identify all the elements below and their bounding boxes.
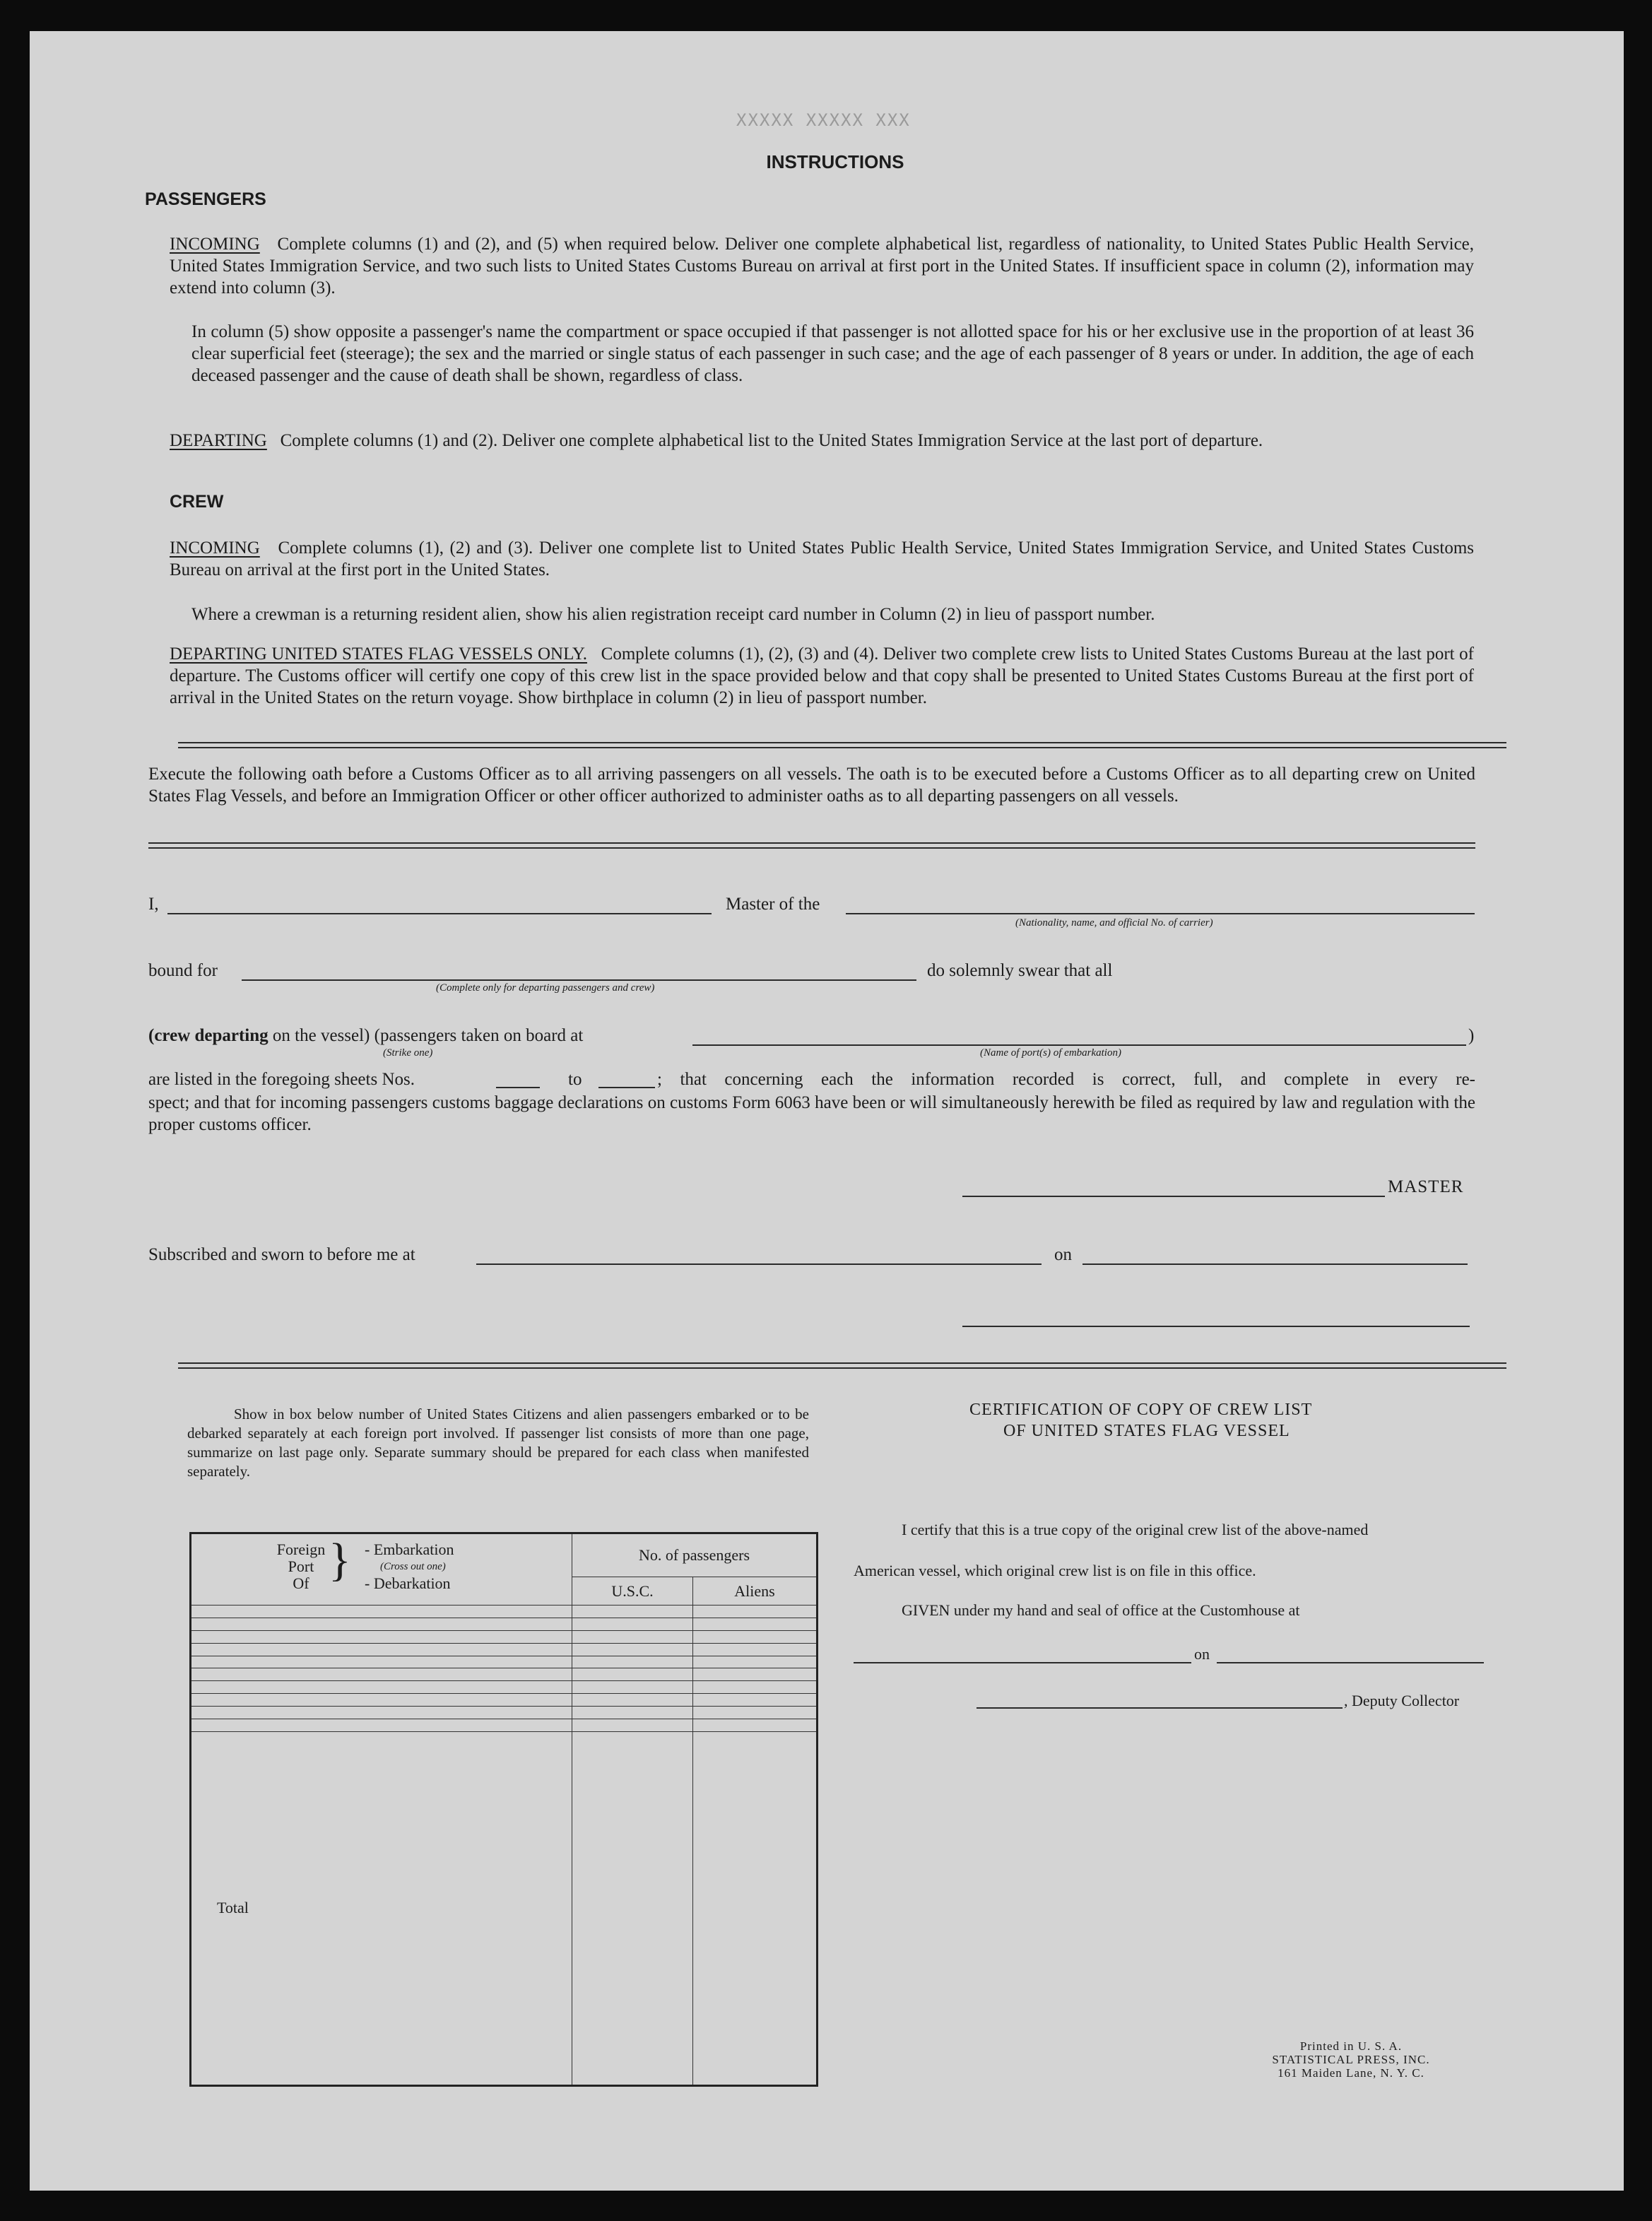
sheets-from-field[interactable] [496, 1087, 540, 1088]
table-row [191, 1618, 818, 1630]
divider [148, 842, 1475, 849]
listed-text: ; that concerning each the information recorded is correct, full, and complete in every re- [657, 1070, 1475, 1089]
crew-incoming-text: Complete columns (1), (2) and (3). Deliver one complete list to United States Public Health Service, United States Immigration Service, and United States Customs Bureau on arrival at the first port in the United States. [170, 538, 1475, 579]
page-title: INSTRUCTIONS [766, 151, 904, 172]
crew-departing-option[interactable]: (crew departing [148, 1026, 269, 1045]
no-passengers-header: No. of passengers [572, 1533, 818, 1577]
aliens-cell[interactable] [693, 1656, 818, 1668]
crew-heading: CREW [170, 492, 224, 512]
port-cell[interactable] [191, 1707, 572, 1719]
on-vessel-text: on the vessel) [272, 1026, 370, 1045]
of-label: Of [293, 1574, 309, 1592]
officer-signature-field[interactable] [962, 1326, 1470, 1327]
usc-cell[interactable] [572, 1656, 693, 1668]
cross-out-caption: (Cross out one) [380, 1561, 446, 1572]
port-cell[interactable] [191, 1606, 572, 1618]
certify-line2: American vessel, which original crew list is on file in this office. [854, 1562, 1256, 1579]
usc-header: U.S.C. [572, 1577, 693, 1606]
subscribed-on-label: on [1054, 1245, 1072, 1264]
aliens-total-cell[interactable] [693, 1731, 818, 2085]
aliens-cell[interactable] [693, 1668, 818, 1681]
bound-for-field[interactable] [242, 979, 916, 981]
passenger-summary-table [189, 1532, 818, 2087]
bound-for-caption: (Complete only for departing passengers and crew) [436, 982, 655, 994]
aliens-header: Aliens [693, 1577, 818, 1606]
usc-cell[interactable] [572, 1606, 693, 1618]
carrier-caption: (Nationality, name, and official No. of carrier) [1015, 917, 1213, 929]
aliens-cell[interactable] [693, 1719, 818, 1732]
crew-incoming-label: INCOMING [170, 538, 260, 558]
summary-instructions: Show in box below number of United States Citizens and alien passengers embarked or to be debarked separately at each foreign port involved. If passenger list consists of more than one page, summarize on last page only. Separate summary should be prepared for each class when manifested separately. [187, 1406, 809, 1480]
printer-line2: STATISTICAL PRESS, INC. [1272, 2053, 1430, 2066]
aliens-cell[interactable] [693, 1630, 818, 1643]
passengers-column5-paragraph: In column (5) show opposite a passenger's name the compartment or space occupied if that passenger is not allotted space for his or her exclusive use in the proportion of at least 36 clear superficial feet (steerage); the sex and the married or single status of each passenger in such case; and the age of each passenger of 8 years or under. In addition, the age of each deceased passenger and the cause of death shall be shown, regardless of class. [191, 322, 1474, 385]
usc-cell[interactable] [572, 1694, 693, 1707]
port-cell[interactable] [191, 1668, 572, 1681]
subscribed-date-field[interactable] [1082, 1263, 1468, 1265]
form-page [30, 31, 1624, 2191]
table-row [191, 1668, 818, 1681]
certification-title [969, 1399, 1436, 1442]
strike-one-caption: (Strike one) [383, 1047, 433, 1059]
aliens-cell[interactable] [693, 1681, 818, 1694]
passengers-incoming-text: Complete columns (1) and (2), and (5) when required below. Deliver one complete alphabetical list, regardless of nationality, to United States Public Health Service, United States Immigration Service, and two such lists to United States Customs Bureau on arrival at first port in the United States. If insufficient space in column (2), information may extend into column (3). [170, 235, 1475, 297]
aliens-cell[interactable] [693, 1643, 818, 1656]
table-row [191, 1656, 818, 1668]
divider [178, 1362, 1506, 1369]
table-row [191, 1643, 818, 1656]
aliens-cell[interactable] [693, 1618, 818, 1630]
table-row [191, 1707, 818, 1719]
master-of-label: Master of the [726, 895, 820, 914]
foreign-label: Foreign [276, 1540, 326, 1558]
aliens-cell[interactable] [693, 1606, 818, 1618]
passengers-incoming-label: INCOMING [170, 235, 260, 254]
usc-cell[interactable] [572, 1681, 693, 1694]
to-label: to [568, 1070, 582, 1089]
aliens-cell[interactable] [693, 1694, 818, 1707]
passengers-departing-paragraph [170, 430, 1474, 452]
certify-line1: I certify that this is a true copy of the original crew list of the above-named [902, 1521, 1369, 1538]
printer-imprint [1245, 2039, 1457, 2080]
table-row [191, 1719, 818, 1732]
ports-caption: (Name of port(s) of embarkation) [980, 1047, 1121, 1059]
usc-cell[interactable] [572, 1630, 693, 1643]
master-label: MASTER [1388, 1177, 1464, 1196]
divider [178, 742, 1506, 748]
usc-cell[interactable] [572, 1668, 693, 1681]
close-paren: ) [1468, 1026, 1475, 1045]
oath-intro: Execute the following oath before a Customs Officer as to all arriving passengers on all vessels. The oath is to be executed before a Customs Officer as to all departing crew on United States Flag Vessels, and before an Immigration Officer or other officer authorized to administer oaths as to all departing passengers on all vessels. [148, 765, 1475, 806]
usc-total-cell[interactable] [572, 1731, 693, 2085]
crew-passengers-line [148, 1026, 583, 1046]
listed-rest: spect; and that for incoming passengers customs baggage declarations on customs Form 6063 have been or will simultaneously herewith be filed as required by law and regulation with the proper customs officer. [148, 1093, 1475, 1134]
printer-line1: Printed in U. S. A. [1299, 2039, 1403, 2053]
port-cell[interactable] [191, 1719, 572, 1732]
given-line: GIVEN under my hand and seal of office at the Customhouse at [902, 1601, 1300, 1619]
deputy-signature-field[interactable] [977, 1707, 1343, 1709]
foreign-port-header [191, 1533, 572, 1606]
sheets-to-field[interactable] [598, 1087, 655, 1088]
crew-departing-label: DEPARTING UNITED STATES FLAG VESSELS ONLY. [170, 644, 587, 664]
brace-glyph: } [329, 1534, 351, 1586]
master-name-field[interactable] [167, 913, 712, 914]
customhouse-field[interactable] [854, 1662, 1191, 1663]
embarkation-ports-field[interactable] [692, 1044, 1466, 1046]
table-row [191, 1630, 818, 1643]
crew-departing-paragraph [170, 643, 1474, 709]
printer-line3: 161 Maiden Lane, N. Y. C. [1278, 2066, 1424, 2080]
passengers-departing-label: DEPARTING [170, 431, 267, 450]
certification-title-line1: CERTIFICATION OF COPY OF CREW LIST [969, 1401, 1313, 1419]
port-cell[interactable] [191, 1643, 572, 1656]
usc-cell[interactable] [572, 1719, 693, 1732]
passengers-heading: PASSENGERS [145, 189, 266, 209]
debarkation-option[interactable]: - Debarkation [365, 1574, 451, 1592]
crew-resident-paragraph: Where a crewman is a returning resident alien, show his alien registration receipt card number in Column (2) in lieu of passport number. [191, 605, 1155, 624]
deputy-collector-label: , Deputy Collector [1344, 1692, 1460, 1709]
usc-cell[interactable] [572, 1707, 693, 1719]
crew-incoming-paragraph [170, 537, 1474, 581]
listed-label: are listed in the foregoing sheets Nos. [148, 1070, 415, 1089]
aliens-cell[interactable] [693, 1707, 818, 1719]
port-cell[interactable] [191, 1656, 572, 1668]
port-cell[interactable] [191, 1681, 572, 1694]
total-row [191, 1731, 818, 2085]
total-label: Total [191, 1731, 572, 2085]
embarkation-option[interactable]: - Embarkation [365, 1540, 454, 1558]
port-cell[interactable] [191, 1630, 572, 1643]
usc-cell[interactable] [572, 1643, 693, 1656]
port-cell[interactable] [191, 1694, 572, 1707]
master-signature-field[interactable] [962, 1196, 1385, 1197]
port-label: Port [288, 1557, 314, 1575]
certification-title-line2: OF UNITED STATES FLAG VESSEL [1003, 1422, 1290, 1440]
passengers-incoming-paragraph [170, 233, 1474, 299]
passengers-taken-option[interactable]: (passengers taken on board at [374, 1026, 584, 1045]
table-row [191, 1606, 818, 1618]
table-row [191, 1694, 818, 1707]
crew-departing-text: Complete columns (1), (2), (3) and (4). Deliver two complete crew lists to United States Customs Bureau at the last port of departure. The Customs officer will certify one copy of this crew list in the space provided below and that copy shall be presented to United States Customs Bureau at the first port of arrival in the United States on the return voyage. Show birthplace in column (2) in lieu of passport number. [170, 644, 1475, 707]
faint-stamp: XXXXX XXXXX XXX [736, 110, 911, 130]
carrier-field[interactable] [846, 913, 1475, 914]
passengers-departing-text: Complete columns (1) and (2). Deliver one complete alphabetical list to the United States Immigration Service at the last port of departure. [280, 431, 1263, 450]
subscribed-place-field[interactable] [476, 1263, 1042, 1265]
cert-on-label: on [1194, 1645, 1210, 1663]
table-row [191, 1681, 818, 1694]
cert-date-field[interactable] [1217, 1662, 1484, 1663]
usc-cell[interactable] [572, 1618, 693, 1630]
swear-label: do solemnly swear that all [927, 961, 1113, 980]
bound-for-label: bound for [148, 961, 218, 980]
subscribed-label: Subscribed and sworn to before me at [148, 1245, 415, 1264]
oath-i-label: I, [148, 895, 159, 914]
port-cell[interactable] [191, 1618, 572, 1630]
